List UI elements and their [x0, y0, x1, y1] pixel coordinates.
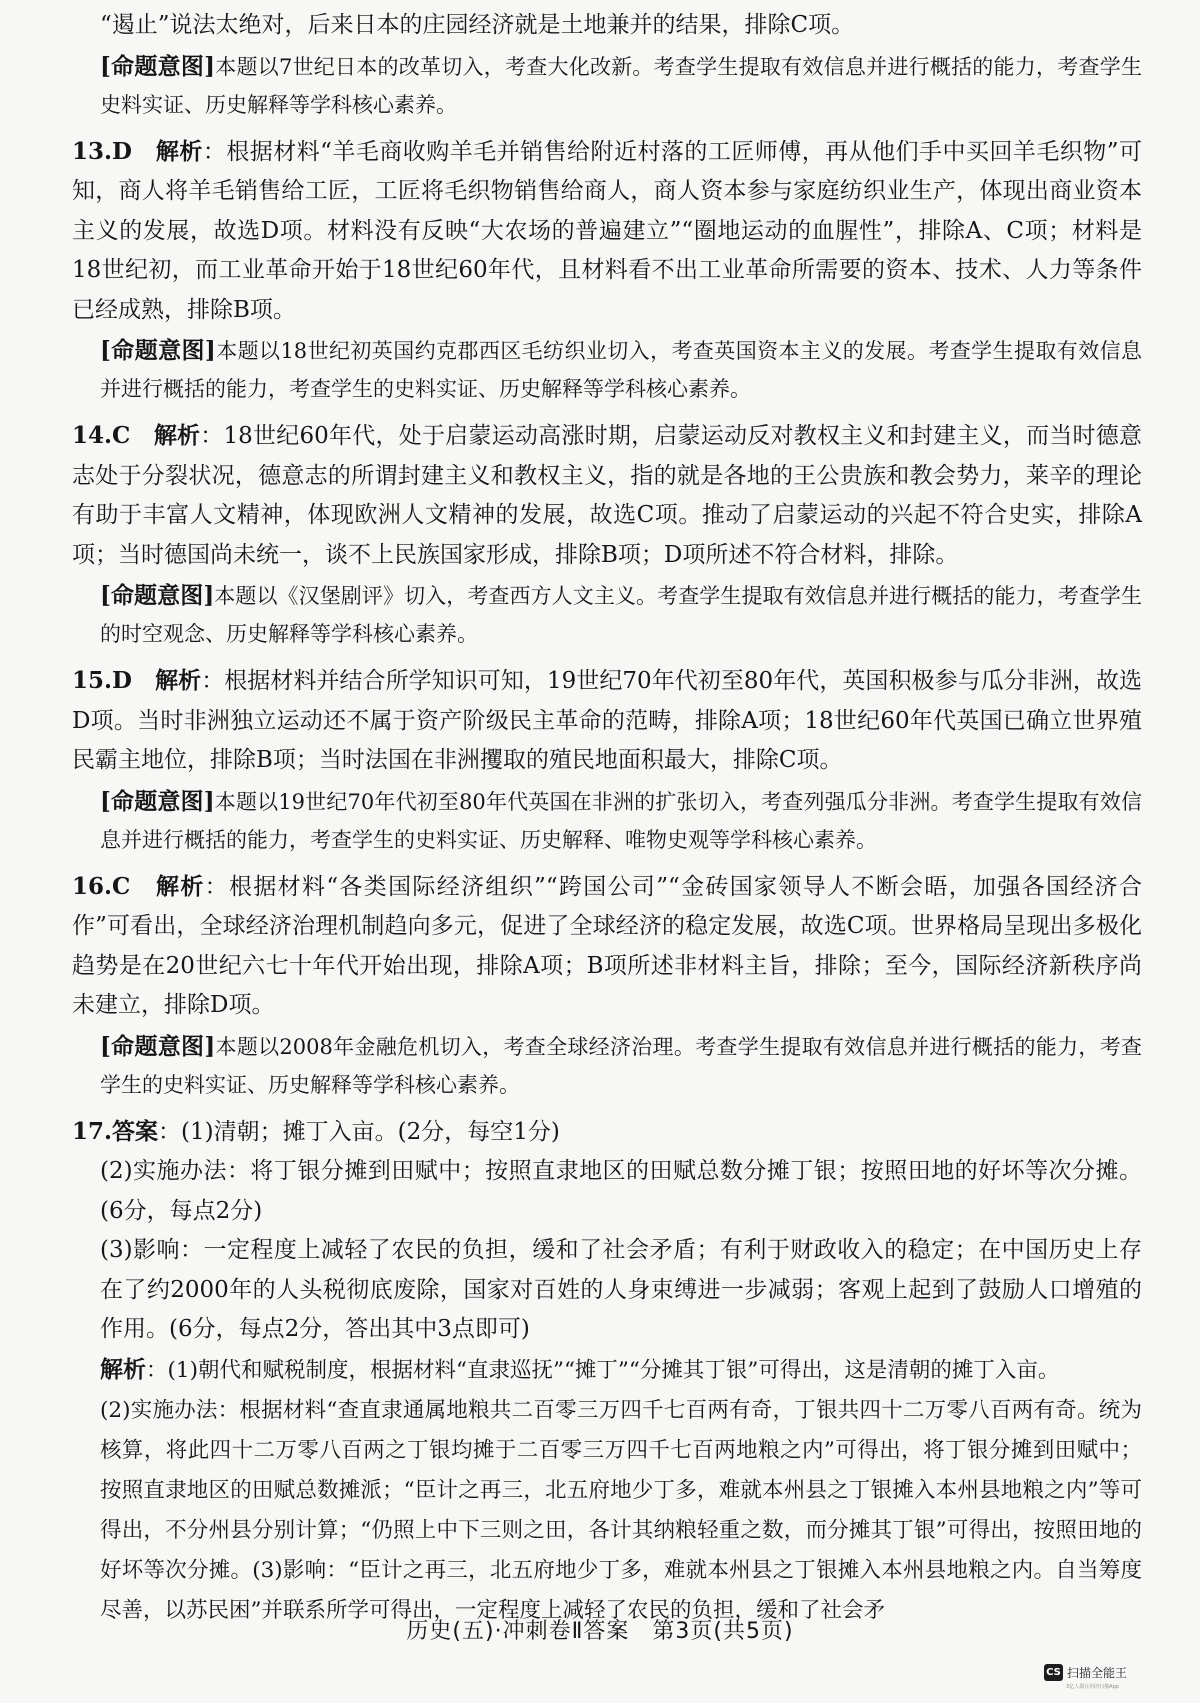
analysis-label: 解析 — [100, 1355, 146, 1383]
question-number: 13.D — [72, 137, 132, 165]
q16-intent — [72, 1028, 1142, 1104]
question-number: 14.C — [72, 422, 131, 449]
intent-text: 本题以2008年金融危机切入，考查全球经济治理。考查学生提取有效信息并进行概括的能力，考查学生的史料实证、历史解释等学科核心素养。 — [100, 1034, 1142, 1097]
question-15 — [72, 661, 1142, 859]
analysis-text: ：根据材料“各类国际经济组织”“跨国公司”“金砖国家领导人不断会晤，加强各国经济合作”可看出，全球经济治理机制趋向多元，促进了全球经济的稳定发展，故选C项。世界格局呈现出多极化趋势是在20世纪六七十年代开始出现，排除A项；B项所述非材料主旨，排除；至今，国际经济新秩序尚未建立，排除D项。 — [72, 873, 1143, 1018]
answer-text: ：(1)清朝；摊丁入亩。(2分，每空1分) — [158, 1118, 560, 1145]
answer-page — [72, 6, 1142, 1631]
intent-tag: [命题意图] — [100, 52, 215, 80]
q15-analysis — [72, 661, 1142, 781]
question-17 — [72, 1112, 1142, 1631]
question-14 — [72, 416, 1142, 653]
question-13 — [72, 132, 1142, 409]
watermark-subtext: 3亿人都在用的扫描App — [1066, 1684, 1119, 1690]
scanner-watermark — [1044, 1664, 1127, 1681]
intent-text: 本题以7世纪日本的改革切入，考查大化改新。考查学生提取有效信息并进行概括的能力，考查学生史料实证、历史解释等学科核心素养。 — [100, 54, 1143, 117]
intent-text: 本题以18世纪初英国约克郡西区毛纺织业切入，考查英国资本主义的发展。考查学生提取有效信息并进行概括的能力，考查学生的史料实证、历史解释等学科核心素养。 — [100, 339, 1143, 401]
q14-analysis — [72, 416, 1142, 575]
analysis-text: ：根据材料并结合所学知识可知，19世纪70年代初至80年代，英国积极参与瓜分非洲，故选D项。当时非洲独立运动还不属于资产阶级民主革命的范畴，排除A项；18世纪60年代英国已确立世界殖民霸主地位，排除B项；当时法国在非洲攫取的殖民地面积最大，排除C项。 — [72, 668, 1142, 773]
q17-analysis-2: (2)实施办法：根据材料“查直隶通属地粮共二百零三万四千七百两有奇，丁银共四十二万零八百两有奇。统为核算，将此四十二万零八百两之丁银均摊于二百零三万四千七百两地粮之内”可得出，将丁银分摊到田赋中；按照直隶地区的田赋总数摊派；“臣计之再三，北五府地少丁多，难就本州县之丁银摊入本州县地粮之内”等可得出，不分州县分别计算；“仍照上中下三则之田，各计其纳粮轻重之数，而分摊其丁银”可得出，按照田地的好坏等次分摊。(3)影响：“臣计之再三，北五府地少丁多，难就本州县之丁银摊入本州县地粮之内。自当筹度尽善，以苏民困”并联系所学可得出，一定程度上减轻了农民的负担，缓和了社会矛 — [100, 1397, 1142, 1623]
q13-analysis — [72, 132, 1142, 331]
analysis-label: 解析 — [153, 422, 201, 449]
intent-tag: [命题意图] — [100, 582, 215, 609]
intent-text: 本题以《汉堡剧评》切入，考查西方人文主义。考查学生提取有效信息并进行概括的能力，考查学生的时空观念、历史解释等学科核心素养。 — [100, 584, 1143, 646]
question-number: 15.D — [72, 667, 132, 694]
q17-answer-2: (2)实施办法：将丁银分摊到田赋中；按照直隶地区的田赋总数分摊丁银；按照田地的好坏等次分摊。(6分，每点2分) — [100, 1158, 1142, 1224]
q14-intent — [72, 577, 1142, 653]
q17-answer-1 — [72, 1112, 1142, 1153]
q16-analysis — [72, 867, 1142, 1026]
q13-intent — [72, 332, 1142, 408]
q15-intent — [72, 783, 1142, 859]
question-number: 16.C — [72, 872, 131, 900]
question-number: 17. — [72, 1117, 113, 1145]
analysis-text: ：根据材料“羊毛商收购羊毛并销售给附近村落的工匠师傅，再从他们手中买回羊毛织物”可知，商人将羊毛销售给工匠，工匠将毛织物销售给商人，商人资本参与家庭纺织业生产，体现出商业资本主义的发展，故选D项。材料没有反映“大农场的普遍建立”“圈地运动的血腥性”，排除A、C项；材料是18世纪初，而工业革命开始于18世纪60年代，且材料看不出工业革命所需要的资本、技术、人力等条件已经成熟，排除B项。 — [72, 138, 1142, 323]
intent-tag: [命题意图] — [100, 1032, 216, 1060]
q17-answer-3: (3)影响：一定程度上减轻了农民的负担，缓和了社会矛盾；有利于财政收入的稳定；在中国历史上存在了约2000年的人头税彻底废除，国家对百姓的人身束缚进一步减弱；客观上起到了鼓励人口增殖的作用。(6分，每点2分，答出其中3点即可) — [100, 1237, 1142, 1342]
analysis-label: 解析 — [155, 667, 202, 694]
intent-tag: [命题意图] — [100, 337, 216, 364]
answer-label: 答案 — [112, 1117, 159, 1145]
analysis-label: 解析 — [156, 872, 205, 900]
intent-text: 本题以19世纪70年代初至80年代英国在非洲的扩张切入，考查列强瓜分非洲。考查学生提取有效信息并进行概括的能力，考查学生的史料实证、历史解释、唯物史观等学科核心素养。 — [100, 789, 1142, 852]
analysis-text: ：18世纪60年代，处于启蒙运动高涨时期，启蒙运动反对教权主义和封建主义，而当时德意志处于分裂状况，德意志的所谓封建主义和教权主义，指的就是各地的王公贵族和教会势力，莱辛的理论有助于丰富人文精神，体现欧洲人文精神的发展，故选C项。推动了启蒙运动的兴起不符合史实，排除A项；当时德国尚未统一，谈不上民族国家形成，排除B项；D项所述不符合材料，排除。 — [72, 423, 1143, 568]
intent-tag: [命题意图] — [100, 787, 215, 815]
analysis-label: 解析 — [155, 137, 203, 165]
q17-analysis-1 — [72, 1350, 1142, 1391]
question-16 — [72, 867, 1142, 1104]
camscanner-icon: CS — [1044, 1664, 1063, 1681]
page-footer: 历史(五)·冲刺卷Ⅱ答案 第3页(共5页) — [406, 1619, 794, 1644]
q12-intent — [72, 48, 1142, 124]
watermark-name: 扫描全能王 — [1067, 1666, 1128, 1680]
analysis-text: ：(1)朝代和赋税制度，根据材料“直隶巡抚”“摊丁”“分摊其丁银”可得出，这是清朝的摊丁入亩。 — [146, 1357, 1060, 1383]
q12-tail: “遏止”说法太绝对，后来日本的庄园经济就是土地兼并的结果，排除C项。 — [100, 12, 855, 38]
